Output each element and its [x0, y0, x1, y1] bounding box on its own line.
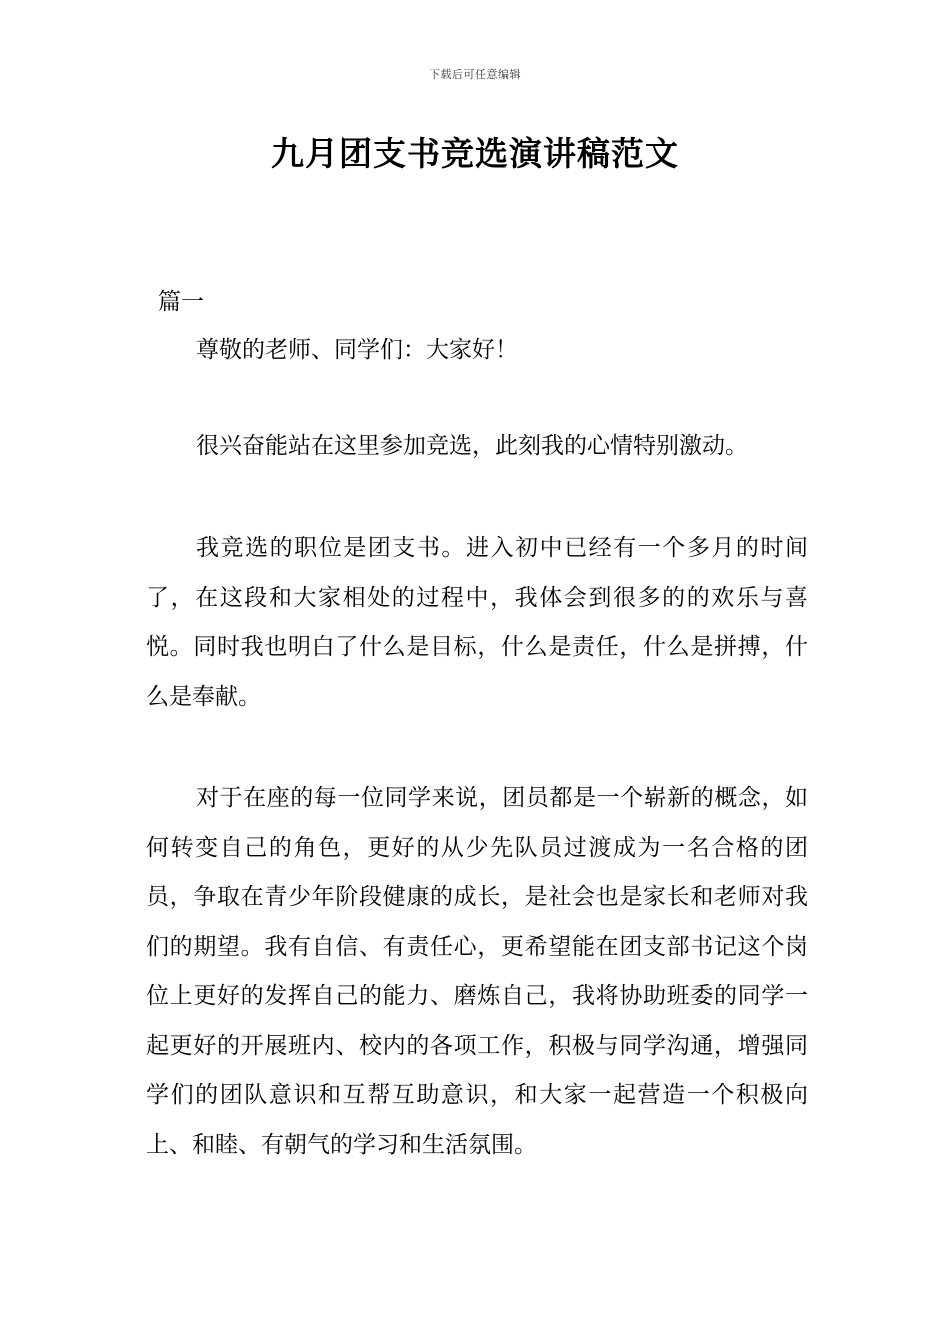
body-paragraph-3: 对于在座的每一位同学来说，团员都是一个崭新的概念，如何转变自己的角色，更好的从少先队员过渡成为一名合格的团员，争取在青少年阶段健康的成长，是社会也是家长和老师对我们的期望。我有自信、有责任心，更希望能在团支部书记这个岗位上更好的发挥自己的能力、磨炼自己，我将协助班委的同学一起更好的开展班内、校内的各项工作，积极与同学沟通，增强同学们的团队意识和互帮互助意识，和大家一起营造一个积极向上、和睦、有朝气的学习和生活氛围。: [146, 785, 808, 1158]
body-paragraph-2: 我竞选的职位是团支书。进入初中已经有一个多月的时间了，在这段和大家相处的过程中，我体会到很多的的欢乐与喜悦。同时我也明白了什么是目标，什么是责任，什么是拼搏，什么是奉献。: [146, 535, 808, 710]
header-note: 下载后可任意编辑: [429, 68, 521, 81]
body-paragraph-1: 很兴奋能站在这里参加竞选，此刻我的心情特别激动。: [196, 433, 748, 459]
section-label: 篇一: [158, 289, 204, 315]
document-title: 九月团支书竞选演讲稿范文: [271, 134, 679, 173]
greeting-paragraph: 尊敬的老师、同学们：大家好！: [196, 337, 518, 363]
